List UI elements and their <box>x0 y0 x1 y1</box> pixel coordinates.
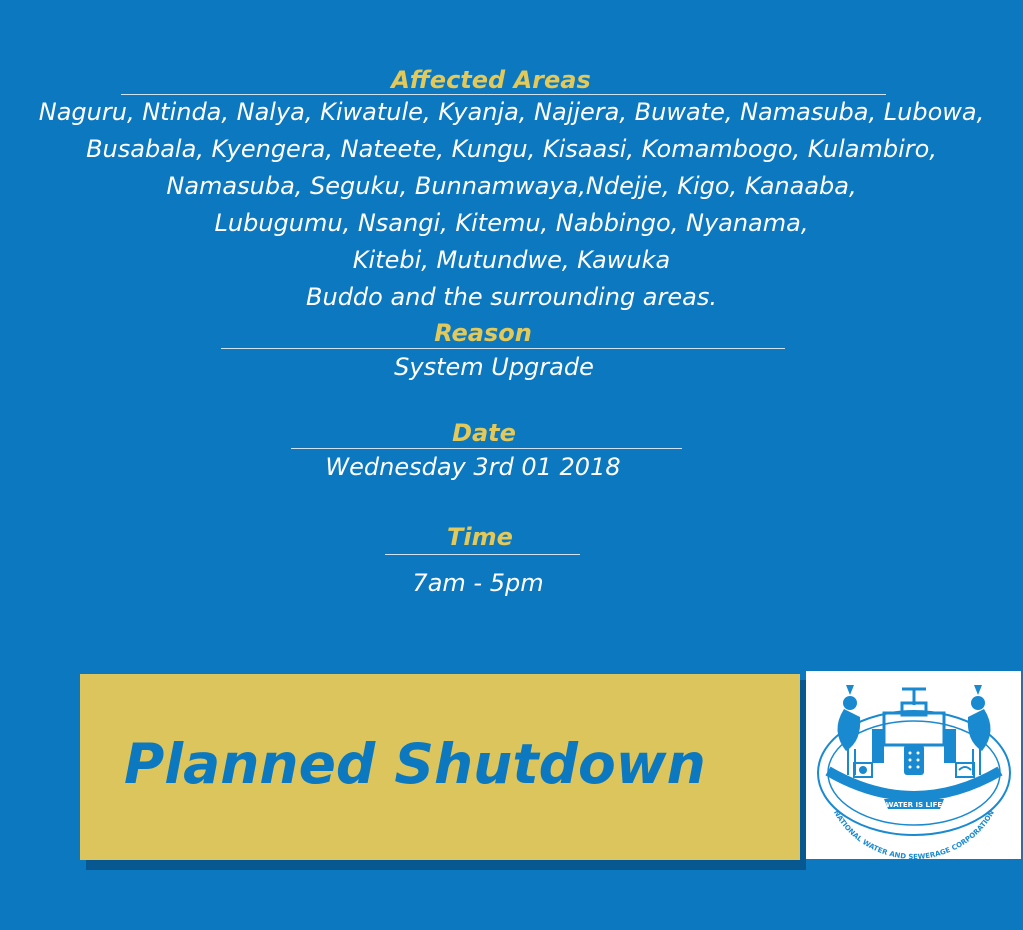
time-divider <box>385 554 580 555</box>
logo-organization-name: NATIONAL WATER AND SEWERAGE CORPORATION <box>832 809 996 859</box>
affected-area-line: Buddo and the surrounding areas. <box>306 283 717 311</box>
affected-areas-list <box>0 94 1023 316</box>
date-value: Wednesday 3rd 01 2018 <box>325 453 621 481</box>
affected-area-line: Naguru, Ntinda, Nalya, Kiwatule, Kyanja, Najjera, Buwate, Namasuba, Lubowa, <box>38 98 985 126</box>
planned-shutdown-banner <box>80 674 800 860</box>
svg-text:NATIONAL WATER AND SEWERAGE CO <box>832 809 996 859</box>
nwsc-logo <box>806 671 1021 859</box>
nwsc-emblem-icon <box>806 671 1021 859</box>
time-heading: Time <box>447 523 513 551</box>
affected-area-line: Lubugumu, Nsangi, Kitemu, Nabbingo, Nyanama, <box>214 209 809 237</box>
reason-heading: Reason <box>434 319 532 347</box>
date-heading: Date <box>452 419 516 447</box>
affected-area-line: Namasuba, Seguku, Bunnamwaya,Ndejje, Kigo, Kanaaba, <box>166 172 857 200</box>
affected-areas-heading: Affected Areas <box>391 66 591 94</box>
affected-area-line: Kitebi, Mutundwe, Kawuka <box>352 246 671 274</box>
reason-value: System Upgrade <box>394 353 594 381</box>
banner-title: Planned Shutdown <box>124 732 706 796</box>
affected-area-line: Busabala, Kyengera, Nateete, Kungu, Kisaasi, Komambogo, Kulambiro, <box>86 135 937 163</box>
logo-motto: WATER IS LIFE <box>885 801 943 809</box>
time-value: 7am - 5pm <box>412 569 544 597</box>
